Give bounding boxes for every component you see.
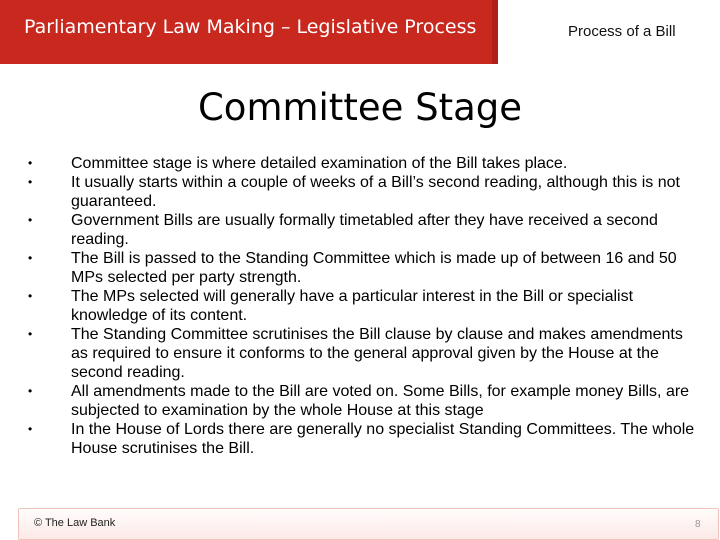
footer-copyright: © The Law Bank <box>34 517 116 529</box>
bullet-item <box>28 382 700 420</box>
bullet-text: In the House of Lords there are generally no specialist Standing Committees. The whole House scrutinises the Bill. <box>71 421 695 457</box>
bullet-text: The Standing Committee scrutinises the Bill clause by clause and makes amendments as required to ensure it conforms to the general approval given by the House at the second reading. <box>71 326 683 381</box>
bullet-text: The Bill is passed to the Standing Committee which is made up of between 16 and 50 MPs selected per party strength. <box>71 250 677 286</box>
bullet-dot-icon: • <box>28 156 33 170</box>
bullet-dot-icon: • <box>28 422 33 436</box>
header-tab-label: Process of a Bill <box>568 23 676 40</box>
bullet-item <box>28 211 700 249</box>
bullet-text: Government Bills are usually formally timetabled after they have received a second reading. <box>71 212 658 248</box>
bullet-item <box>28 154 700 173</box>
bullet-list <box>28 154 700 458</box>
bullet-dot-icon: • <box>28 251 33 265</box>
bullet-dot-icon: • <box>28 213 33 227</box>
bullet-text: Committee stage is where detailed examination of the Bill takes place. <box>71 155 568 172</box>
bullet-item <box>28 420 700 458</box>
header-title: Parliamentary Law Making – Legislative Process <box>24 16 477 38</box>
bullet-item <box>28 325 700 382</box>
bullet-text: All amendments made to the Bill are voted on. Some Bills, for example money Bills, are subjected to examination by the whole House at this stage <box>71 383 690 419</box>
footer-bar <box>18 508 719 540</box>
bullet-dot-icon: • <box>28 289 33 303</box>
bullet-dot-icon: • <box>28 384 33 398</box>
bullet-dot-icon: • <box>28 327 33 341</box>
page-number: 8 <box>695 519 701 530</box>
bullet-dot-icon: • <box>28 175 33 189</box>
bullet-item <box>28 173 700 211</box>
slide-title: Committee Stage <box>197 86 523 129</box>
bullet-text: It usually starts within a couple of weeks of a Bill’s second reading, although this is not guaranteed. <box>71 174 680 210</box>
bullet-item <box>28 287 700 325</box>
bullet-item <box>28 249 700 287</box>
bullet-text: The MPs selected will generally have a particular interest in the Bill or specialist knowledge of its content. <box>71 288 634 324</box>
